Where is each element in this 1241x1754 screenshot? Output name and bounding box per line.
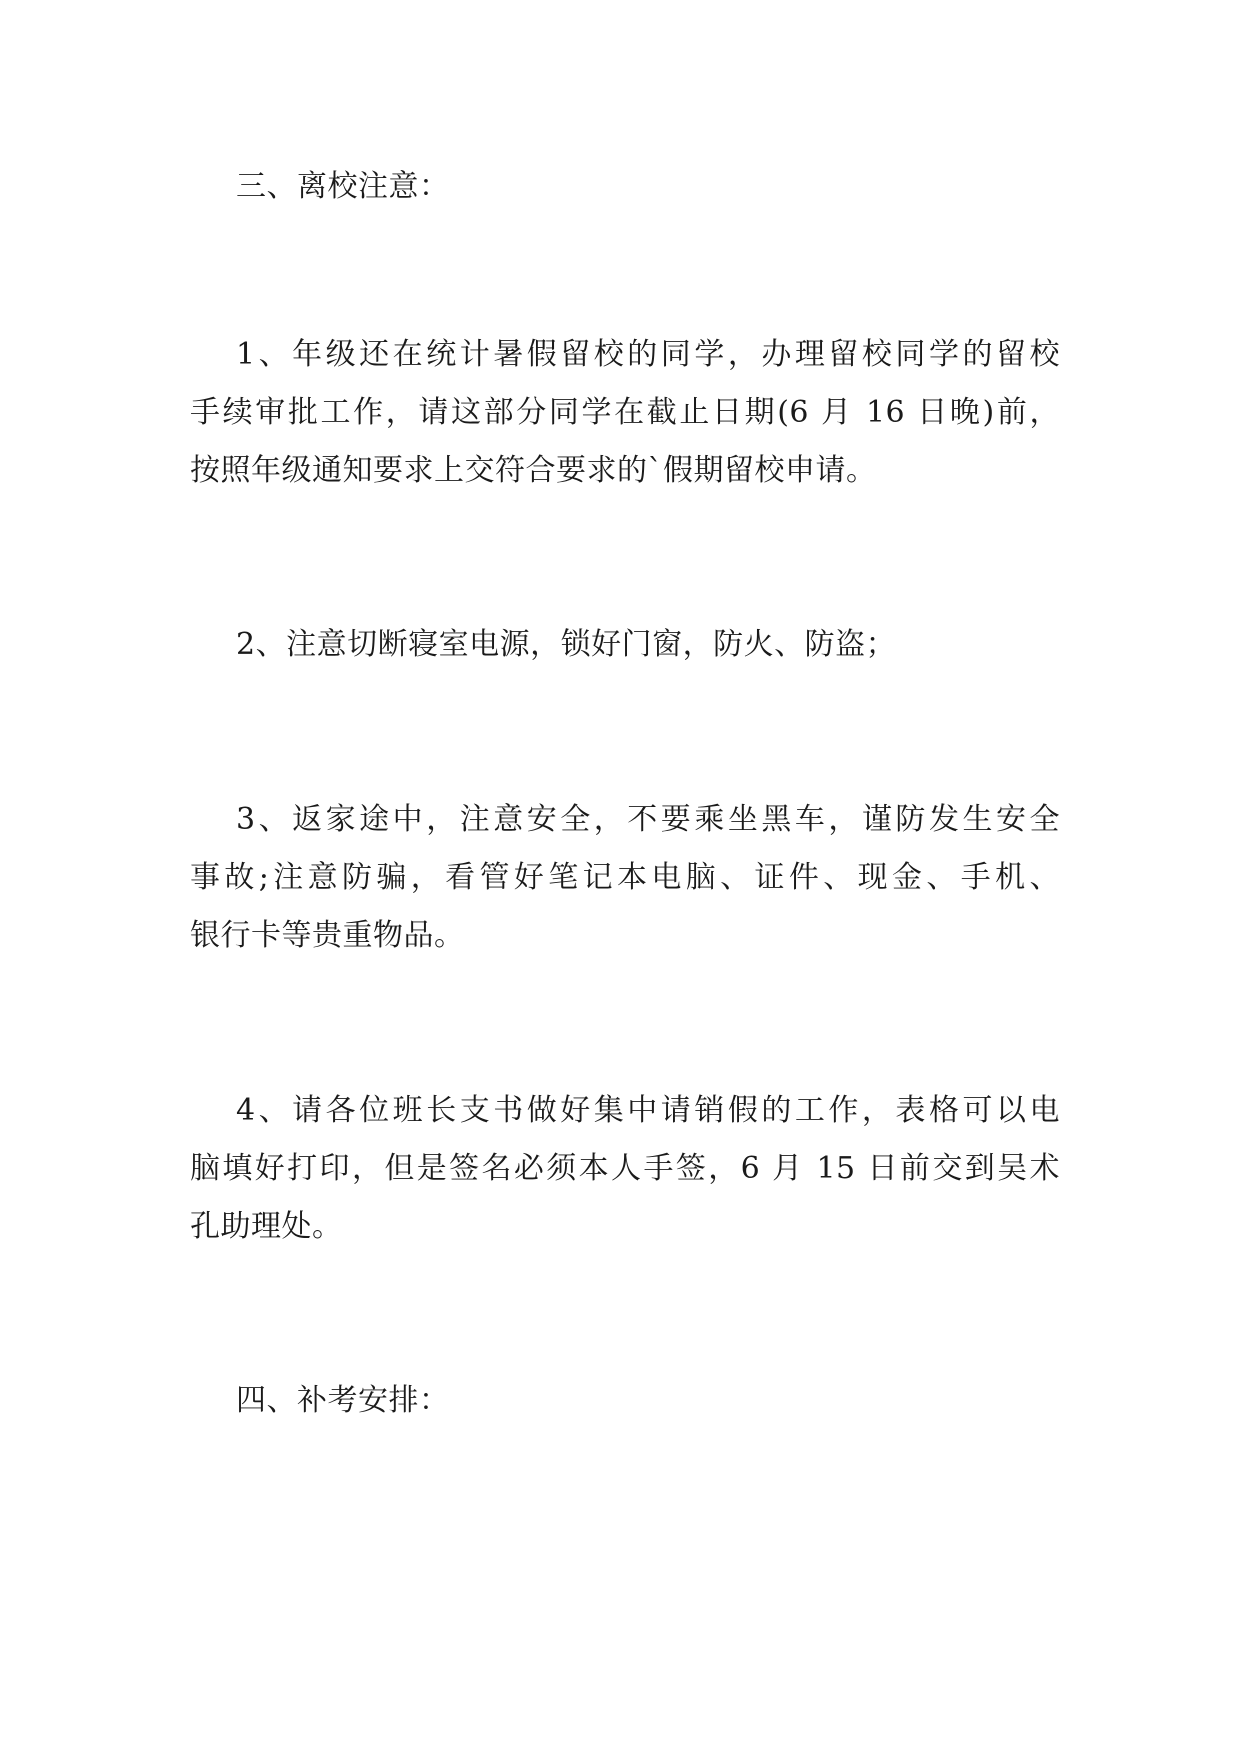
item-1-line-2: 手续审批工作，请这部分同学在截止日期(6 月 16 日晚)前， — [190, 395, 1060, 430]
item-1-line-3: 按照年级通知要求上交符合要求的`假期留校申请。 — [190, 453, 877, 488]
item-3-line-1: 3、返家途中，注意安全，不要乘坐黑车，谨防发生安全 — [236, 802, 1060, 837]
item-3-line-2: 事故;注意防骗，看管好笔记本电脑、证件、现金、手机、 — [190, 860, 1060, 895]
section-heading-3: 三、离校注意： — [236, 169, 450, 204]
item-4-line-1: 4、请各位班长支书做好集中请销假的工作，表格可以电 — [236, 1093, 1060, 1128]
item-4-line-3: 孔助理处。 — [190, 1209, 343, 1244]
item-2-line-1: 2、注意切断寝室电源，锁好门窗，防火、防盗； — [236, 627, 897, 662]
section-heading-4: 四、补考安排： — [236, 1383, 450, 1418]
item-3-line-3: 银行卡等贵重物品。 — [190, 918, 465, 953]
item-1-line-1: 1、年级还在统计暑假留校的同学，办理留校同学的留校 — [236, 337, 1060, 372]
item-4-line-2: 脑填好打印，但是签名必须本人手签，6 月 15 日前交到吴术 — [190, 1151, 1060, 1186]
